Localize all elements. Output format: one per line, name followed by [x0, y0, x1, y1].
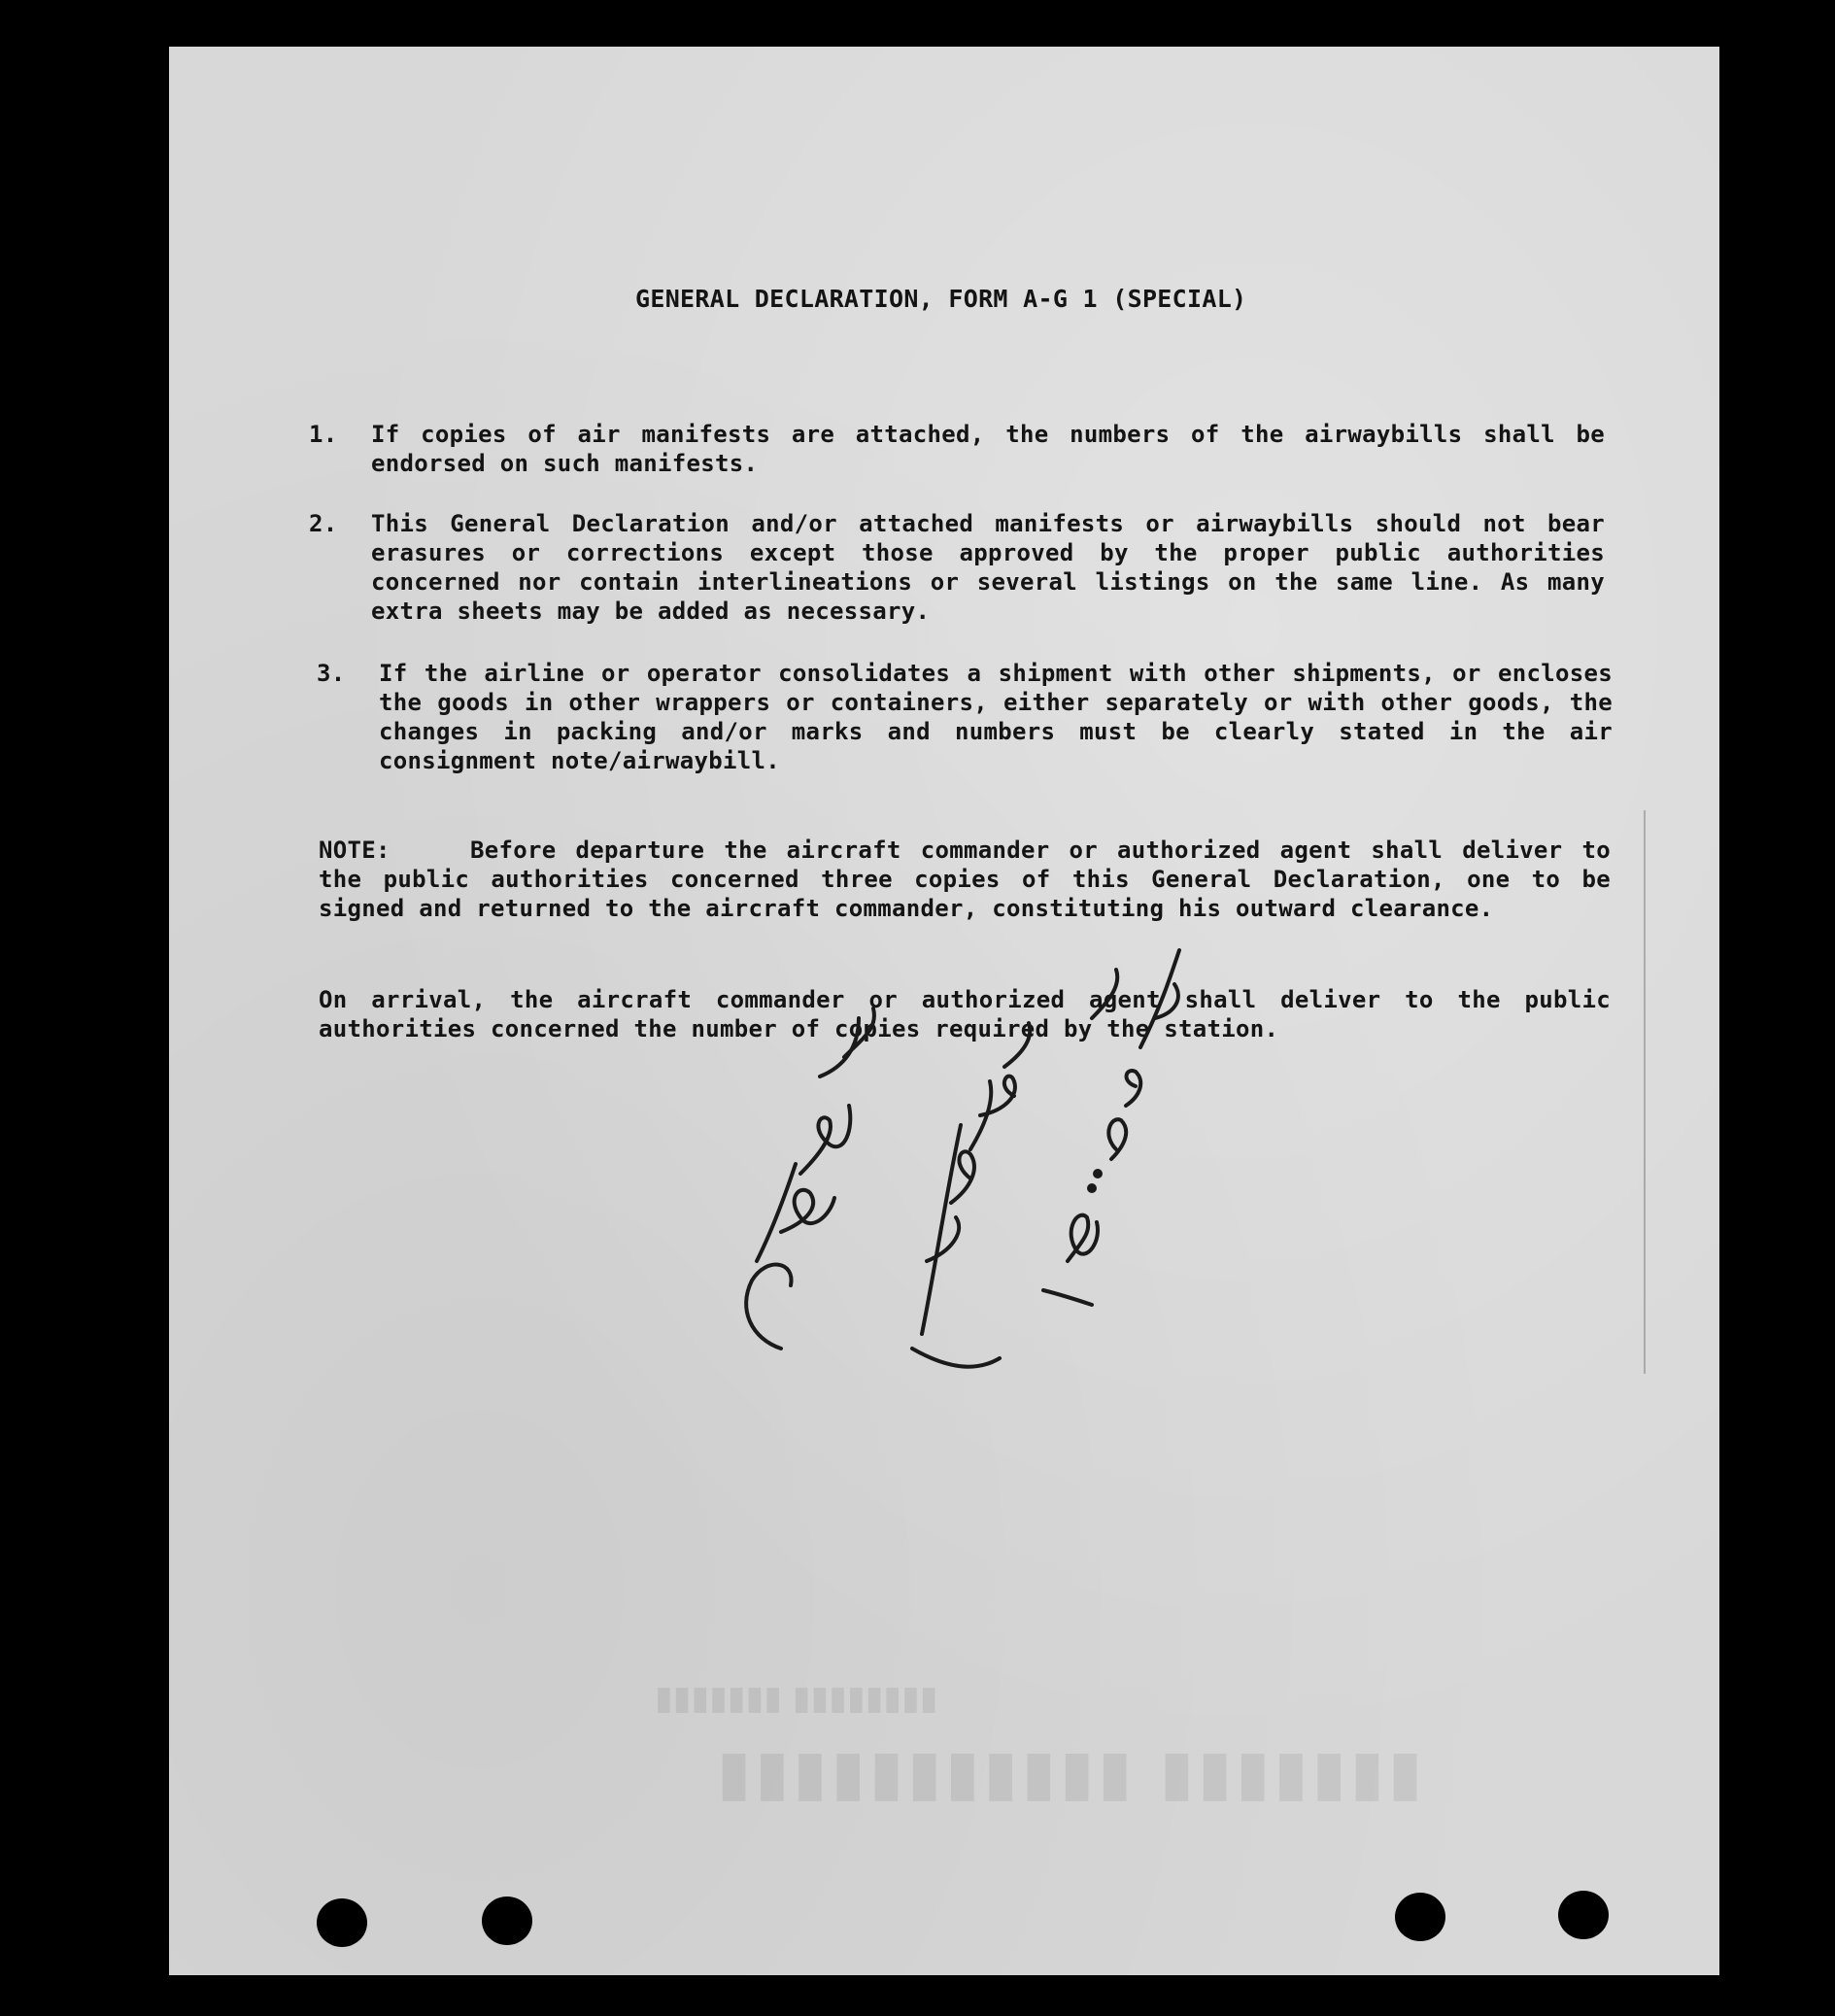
item-number: 2.: [309, 510, 338, 537]
page-title: GENERAL DECLARATION, FORM A-G 1 (SPECIAL): [635, 285, 1247, 313]
item-text: If copies of air manifests are attached, the numbers of the airwaybills shall be endorsed on such manifests.: [371, 421, 1605, 477]
item-text: If the airline or operator consolidates a shipment with other shipments, or encloses the goods in other wrappers or containers, either separately or with other goods, the changes in packing and/or marks and numbers must be clearly stated in the air consignment note/airwaybill.: [379, 660, 1613, 774]
note-label: NOTE:: [319, 837, 391, 864]
punch-hole: [1395, 1893, 1445, 1941]
punch-hole: [1558, 1891, 1609, 1939]
document-page: [169, 47, 1719, 1975]
instruction-item-2: [309, 509, 1605, 626]
item-number: 1.: [309, 421, 338, 448]
handwriting-drawing: [635, 940, 1257, 1407]
punch-hole: [317, 1898, 367, 1947]
instruction-item-3: [317, 659, 1613, 775]
item-number: 3.: [317, 660, 346, 687]
note-paragraph: [319, 836, 1611, 923]
handwritten-annotation: [635, 940, 1257, 1407]
item-text: This General Declaration and/or attached manifests or airwaybills should not bear erasures or corrections except those approved by the proper public authorities concerned nor contain interlineations or several listings on the same line. As many extra sheets may be added as necessary.: [371, 510, 1605, 625]
punch-hole: [482, 1896, 532, 1945]
instruction-item-1: [309, 420, 1605, 478]
note-text: Before departure the aircraft commander or authorized agent shall deliver to the public authorities concerned three copies of this General Declaration, one to be signed and returned to the aircraft commander, constituting his outward clearance.: [319, 837, 1611, 922]
arrival-paragraph: On arrival, the aircraft commander or authorized agent shall deliver to the public authorities concerned the number of copies required by the station.: [319, 986, 1611, 1042]
bleed-through-subheading: ▮▮▮▮▮▮▮▮ ▮▮▮▮▮▮▮: [655, 1679, 938, 1718]
bleed-through-heading: ▮▮▮▮▮▮▮ ▮▮▮▮▮▮▮▮▮▮▮: [713, 1737, 1423, 1809]
